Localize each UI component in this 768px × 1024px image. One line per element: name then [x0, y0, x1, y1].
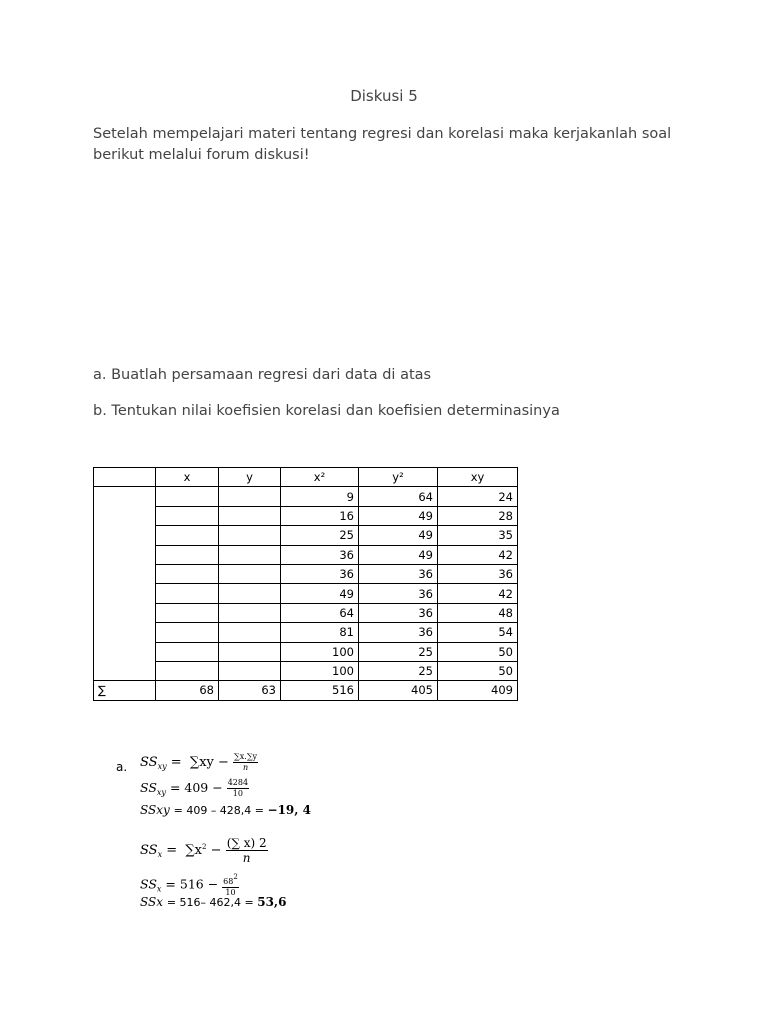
table-row	[94, 661, 518, 680]
ssx-result-expression: = 516– 462,4 =	[166, 896, 258, 909]
table-cell: 25	[359, 661, 438, 680]
table-row	[94, 506, 518, 525]
table-header-cell: y²	[359, 468, 438, 487]
table-cell: 48	[438, 603, 518, 622]
ssx-fraction	[226, 836, 268, 865]
ssxy-formula: $SS_{xy} = \sum xy$ − $\frac{\sum x.\sum y}{n}$	[140, 752, 258, 772]
table-header-row	[94, 468, 518, 487]
sum-cell-x2: 516	[281, 681, 359, 700]
ssx-formula-minus: −	[210, 843, 222, 858]
data-table	[93, 467, 518, 701]
question-b: b. Tentukan nilai koefisien korelasi dan koefisien determinasinya	[93, 403, 560, 419]
ssx-substitution-denominator: 10	[225, 888, 236, 897]
ssx-result-line	[140, 895, 286, 909]
table-cell: 36	[281, 545, 359, 564]
table-cell	[219, 623, 281, 642]
table-cell: 100	[281, 642, 359, 661]
ssxy-formula-lhs: ∑xy −	[189, 755, 229, 770]
table-cell: 24	[438, 487, 518, 506]
table-cell: 49	[359, 545, 438, 564]
ssxy-subscript: xy	[157, 762, 167, 771]
table-cell	[219, 642, 281, 661]
sum-cell-x: 68	[156, 681, 219, 700]
ssx-substitution-numerator-base: 68	[223, 877, 234, 886]
calc-label: a.	[116, 760, 128, 774]
table-cell: 100	[281, 661, 359, 680]
table-cell: 42	[438, 584, 518, 603]
table-cell: 64	[281, 603, 359, 622]
sum-cell-y: 63	[219, 681, 281, 700]
table-cell	[156, 623, 219, 642]
ssx-formula-lhs: ∑x	[185, 843, 203, 858]
sum-symbol-cell: ∑	[94, 681, 156, 700]
table-cell	[156, 642, 219, 661]
table-cell-label	[94, 487, 156, 681]
table-cell: 49	[359, 526, 438, 545]
ssxy-result-line	[140, 803, 311, 817]
table-header-cell: xy	[438, 468, 518, 487]
table-cell: 81	[281, 623, 359, 642]
table-cell: 25	[281, 526, 359, 545]
table-cell	[156, 661, 219, 680]
table-cell: 64	[359, 487, 438, 506]
table-cell: 16	[281, 506, 359, 525]
ssx-formula: $SS_x = \sum x^2$ − $\frac{(\sum x) 2}{n}$	[140, 836, 267, 865]
ssxy-symbol: SS	[140, 780, 157, 795]
ssx-symbol: SS	[140, 843, 158, 858]
table-cell: 50	[438, 642, 518, 661]
table-cell	[219, 487, 281, 506]
table-row	[94, 545, 518, 564]
ssxy-substitution-lhs: = 409 −	[169, 780, 223, 795]
table-cell: 9	[281, 487, 359, 506]
table-cell: 36	[281, 564, 359, 583]
intro-paragraph: Setelah mempelajari materi tentang regresi dan korelasi maka kerjakanlah soal berikut melalui forum diskusi!	[93, 126, 672, 163]
table-cell	[219, 545, 281, 564]
table-cell: 36	[438, 564, 518, 583]
page-title: Diskusi 5	[350, 87, 418, 105]
ssxy-symbol: SS	[140, 755, 158, 770]
table-cell: 50	[438, 661, 518, 680]
ssxy-result-expression: = 409 – 428,4 =	[173, 804, 268, 817]
table-cell	[156, 564, 219, 583]
ssx-symbol: SS	[140, 876, 157, 892]
ssxy-fraction	[233, 752, 258, 773]
table-header-cell: y	[219, 468, 281, 487]
sum-cell-xy: 409	[438, 681, 518, 700]
question-a: a. Buatlah persamaan regresi dari data di atas	[93, 367, 432, 383]
table-cell: 54	[438, 623, 518, 642]
table-row	[94, 584, 518, 603]
ssx-subscript: x	[156, 884, 162, 894]
table-cell: 35	[438, 526, 518, 545]
table-cell: 36	[359, 623, 438, 642]
table-header-cell: x²	[281, 468, 359, 487]
ssx-formula-exponent: 2	[202, 843, 207, 851]
table-header-cell: x	[156, 468, 219, 487]
table-sum-row	[94, 681, 518, 700]
table-cell	[219, 564, 281, 583]
table-row	[94, 642, 518, 661]
table-cell: 25	[359, 642, 438, 661]
table-cell: 36	[359, 564, 438, 583]
table-cell	[156, 545, 219, 564]
ssx-substitution-lhs: = 516 −	[165, 876, 219, 892]
ssxy-fraction-denominator: n	[242, 763, 249, 772]
table-cell	[156, 584, 219, 603]
ssx-fraction-denominator: n	[242, 851, 251, 865]
ssx-subscript: x	[157, 850, 163, 859]
table-cell	[156, 487, 219, 506]
ssxy-result-symbol: SSxy	[140, 803, 170, 817]
ssxy-substitution	[140, 778, 249, 799]
ssxy-fraction-numerator: ∑x.∑y	[234, 752, 258, 761]
table-row	[94, 487, 518, 506]
ssxy-result-value: −19, 4	[267, 803, 311, 817]
ssx-result-value: 53,6	[257, 895, 287, 909]
table-cell: 28	[438, 506, 518, 525]
table-row	[94, 564, 518, 583]
ssx-substitution-numerator	[222, 872, 239, 888]
table-cell: 42	[438, 545, 518, 564]
table-cell	[219, 584, 281, 603]
ssx-result-symbol: SSx	[140, 895, 163, 909]
table-cell: 49	[359, 506, 438, 525]
ssxy-substitution-denominator: 10	[232, 789, 243, 798]
table-cell: 36	[359, 603, 438, 622]
table-cell	[156, 506, 219, 525]
ssxy-subscript: xy	[156, 788, 166, 797]
table-cell	[219, 506, 281, 525]
table-row	[94, 603, 518, 622]
table-cell: 49	[281, 584, 359, 603]
ssxy-substitution-fraction	[227, 778, 249, 799]
table-row	[94, 623, 518, 642]
sum-cell-y2: 405	[359, 681, 438, 700]
ssxy-substitution-numerator: 4284	[227, 778, 249, 787]
table-row	[94, 526, 518, 545]
ssx-substitution-numerator-exponent: 2	[233, 873, 238, 881]
table-cell	[156, 603, 219, 622]
table-cell	[156, 526, 219, 545]
table-cell	[219, 603, 281, 622]
table-cell: 36	[359, 584, 438, 603]
table-header-cell	[94, 468, 156, 487]
table-cell	[219, 526, 281, 545]
table-cell	[219, 661, 281, 680]
ssx-fraction-numerator: (∑ x) 2	[226, 836, 267, 850]
